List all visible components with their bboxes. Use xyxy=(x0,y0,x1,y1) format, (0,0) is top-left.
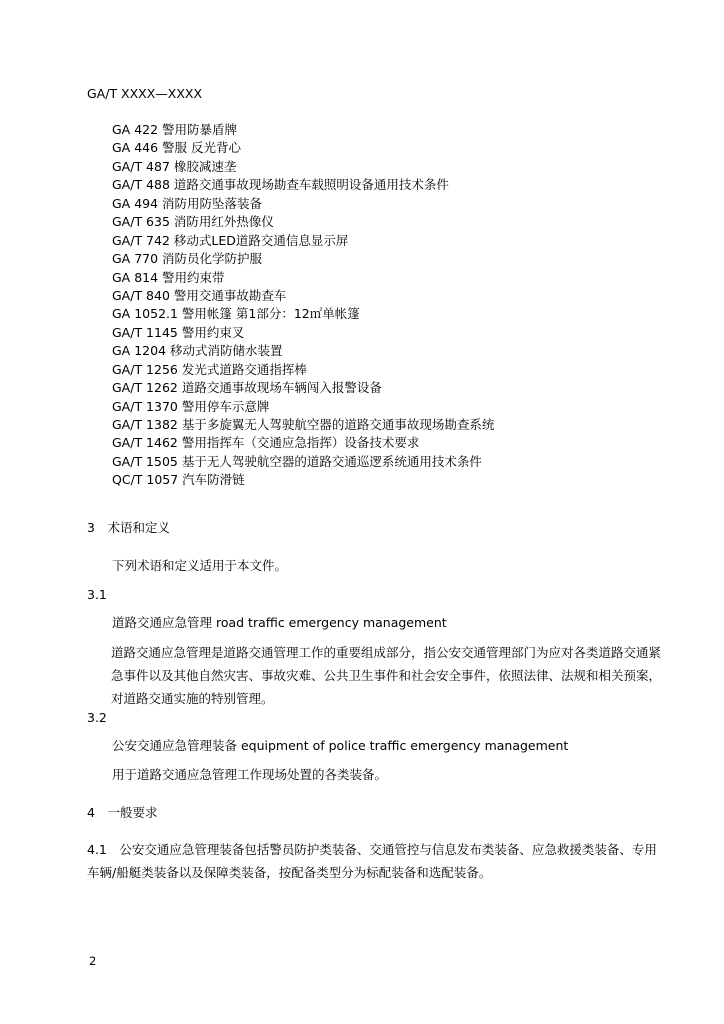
term-3-2-definition: 用于道路交通应急管理工作现场处置的各类装备。 xyxy=(112,767,388,782)
reference-item: GA/T 840 警用交通事故勘查车 xyxy=(112,287,287,303)
section-4-heading: 4 一般要求 xyxy=(87,805,158,820)
term-3-2-number: 3.2 xyxy=(87,710,107,725)
section-3-heading: 3 术语和定义 xyxy=(87,520,170,535)
reference-item: GA 770 消防员化学防护服 xyxy=(112,251,263,267)
document-header: GA/T XXXX—XXXX xyxy=(87,86,203,101)
reference-item: GA 1204 移动式消防储水装置 xyxy=(112,343,283,359)
reference-item: GA 446 警服 反光背心 xyxy=(112,140,242,156)
page-number: 2 xyxy=(89,954,97,968)
term-3-1-definition-text: 道路交通应急管理是道路交通管理工作的重要组成部分，指公安交通管理部门为应对各类道路交通紧急事件以及其他自然灾害、事故灾难、公共卫生事件和社会安全事件，依照法律、法规和相关预案，对道路交通实施的特别管理。 xyxy=(111,645,662,706)
term-3-1-number: 3.1 xyxy=(87,587,107,602)
reference-item: GA/T 635 消防用红外热像仪 xyxy=(112,214,274,230)
term-3-1-definition xyxy=(87,641,667,710)
section-3-intro: 下列术语和定义适用于本文件。 xyxy=(112,558,288,573)
clause-4-1: 4.1 公安交通应急管理装备包括警员防护类装备、交通管控与信息发布类装备、应急救援类装备、专用车辆/船艇类装备以及保障类装备，按配备类型分为标配装备和选配装备。 xyxy=(87,842,657,880)
reference-item: GA/T 487 橡胶减速垄 xyxy=(112,158,237,174)
reference-item: GA 814 警用约束带 xyxy=(112,269,225,285)
reference-item: QC/T 1057 汽车防滑链 xyxy=(112,472,245,488)
reference-item: GA/T 1370 警用停车示意牌 xyxy=(112,398,270,414)
reference-item: GA/T 1462 警用指挥车（交通应急指挥）设备技术要求 xyxy=(112,435,420,451)
reference-item: GA 494 消防用防坠落装备 xyxy=(112,195,263,211)
reference-item: GA/T 1256 发光式道路交通指挥棒 xyxy=(112,361,307,377)
normative-references-list xyxy=(112,121,494,490)
reference-item: GA 422 警用防暴盾牌 xyxy=(112,122,238,137)
reference-item: GA/T 1145 警用约束叉 xyxy=(112,324,245,340)
reference-item: GA 1052.1 警用帐篷 第1部分：12㎡单帐篷 xyxy=(112,306,360,322)
term-3-2-title: 公安交通应急管理装备 equipment of police traffic emergency management xyxy=(112,738,569,753)
reference-item: GA/T 1262 道路交通事故现场车辆闯入报警设备 xyxy=(112,380,382,396)
term-3-1-title: 道路交通应急管理 road traffic emergency management xyxy=(112,615,447,630)
reference-item: GA/T 1505 基于无人驾驶航空器的道路交通巡逻系统通用技术条件 xyxy=(112,453,482,469)
reference-item: GA/T 488 道路交通事故现场勘查车载照明设备通用技术条件 xyxy=(112,177,449,193)
reference-item: GA/T 742 移动式LED道路交通信息显示屏 xyxy=(112,232,349,248)
reference-item: GA/T 1382 基于多旋翼无人驾驶航空器的道路交通事故现场勘查系统 xyxy=(112,417,495,432)
